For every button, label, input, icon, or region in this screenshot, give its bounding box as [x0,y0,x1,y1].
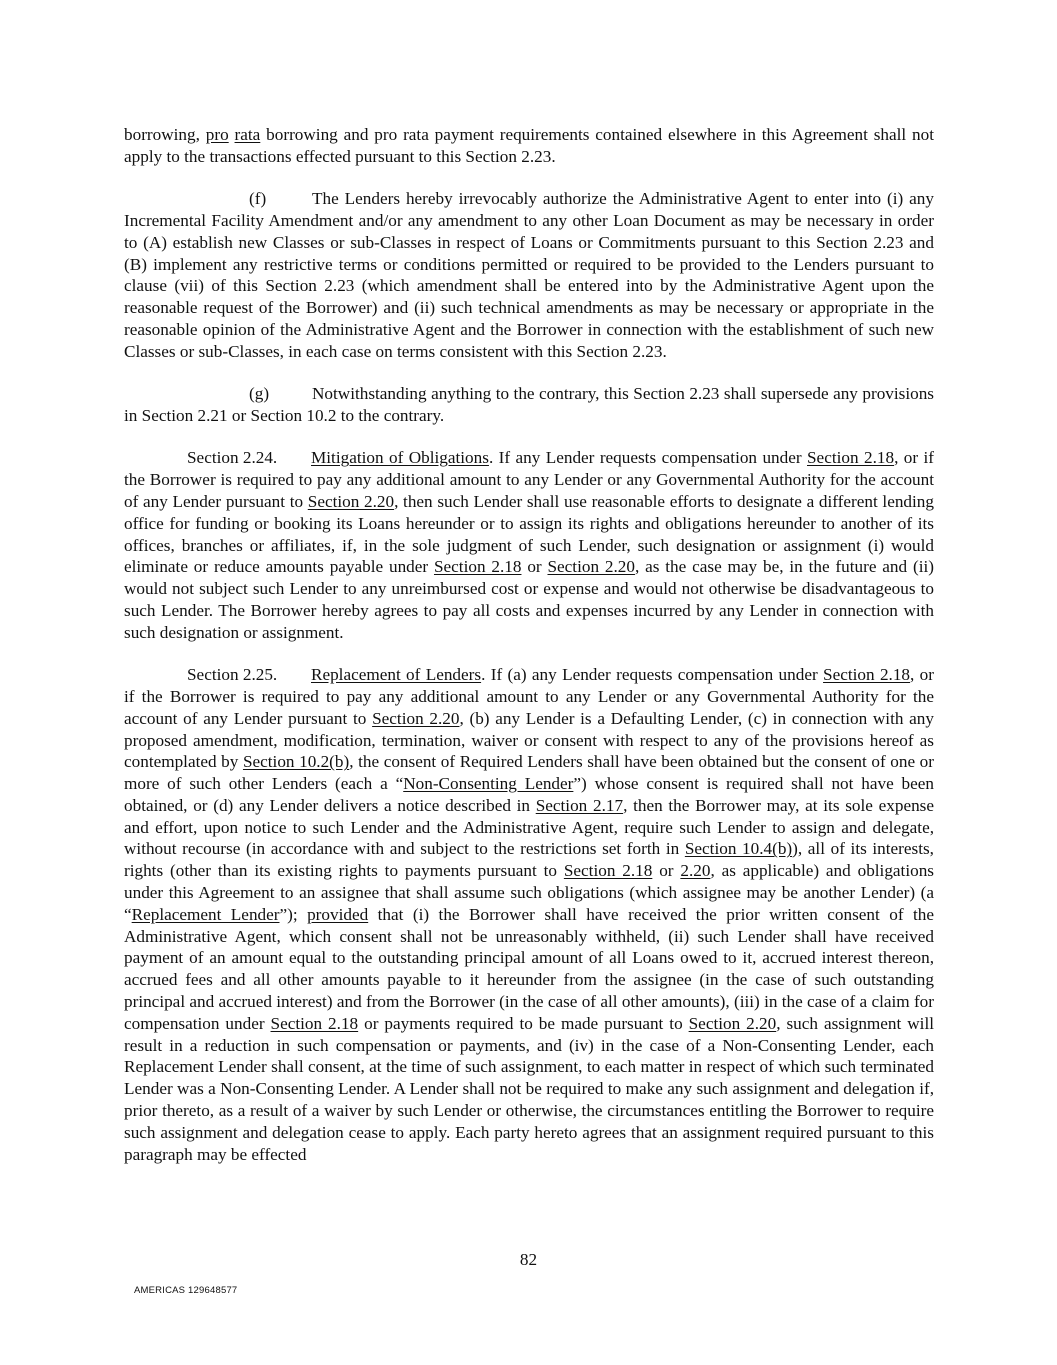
section-2-24 [124,447,934,643]
clause-label-f: (f) [249,189,267,209]
text-run: ), all of its interests, rights (other than its existing rights to payments pursuant to [124,839,934,881]
document-body [124,124,934,1186]
section-heading: Replacement of Lenders [311,665,482,685]
page-number: 82 [519,1250,538,1269]
underlined-term-rata: rata [234,125,261,144]
clause-text-f: The Lenders hereby irrevocably authorize the Administrative Agent to enter into (i) any Incremental Facility Amendment and/or any amendment to any other Loan Document as may be necessary in order to (A) establish new Classes or sub-Classes in respect of Loans or Commitments pursuant to this Section 2.23 and (B) implement any restrictive terms or conditions permitted or required to be provided to the Lenders pursuant to clause (vii) of this Section 2.23 (which amendment shall be entered into by the Administrative Agent upon the reasonable request of the Borrower) and (ii) such technical amendments as may be necessary or appropriate in the reasonable opinion of the Administrative Agent and the Borrower in connection with the establishment of such new Classes or sub-Classes, in each case on terms consistent with this Section 2.23. [124,189,934,361]
cross-reference: Section 10.4(b) [684,839,793,859]
text-run: , or if the Borrower is required to pay any additional amount to any Lender or any Governmental Authority for the account of any Lender pursuant to [124,665,934,728]
cross-reference: Section 2.17 [535,795,624,815]
underlined-term-pro: pro [205,125,229,144]
section-number: Section 2.25. [187,665,278,685]
section-2-25 [124,664,934,1165]
defined-term: Replacement Lender [131,904,280,924]
paragraph-carryover [124,124,934,168]
cross-reference: 2.20 [680,861,711,881]
paragraph-g [124,383,934,427]
text-run: borrowing, [124,125,206,144]
section-heading: Mitigation of Obligations [311,448,489,468]
clause-label-g: (g) [249,384,270,404]
paragraph-f [124,188,934,362]
defined-term: Non-Consenting Lender [403,774,574,794]
text-run: or [652,861,681,881]
text-run: or [521,557,548,577]
text-run: , or if the Borrower is required to pay any additional amount to any Lender or any Governmental Authority for the account of any Lender pursuant to [124,448,935,511]
text-run: ”) whose consent is required shall not have been obtained, or (d) any Lender delivers a notice described in [124,774,935,815]
text-run: . If any Lender requests compensation under [488,448,807,468]
text-run: , then such Lender shall use reasonable efforts to designate a different lending office for funding or booking its Loans hereunder or to assign its rights and obligations hereunder to another of its offices, branches or affiliates, if, in the sole judgment of such Lender, such designation or assignment (i) would eliminate or reduce amounts payable under [124,491,934,577]
text-run: . If (a) any Lender requests compensation under [481,665,824,685]
cross-reference: Section 2.20 [547,557,635,577]
section-number: Section 2.24. [187,448,278,468]
text-run: , then the Borrower may, at its sole expense and effort, upon notice to such Lender and the Administrative Agent, require such Lender to assign and delegate, without recourse (in accordance with and subject to the restrictions set forth in [124,795,934,859]
cross-reference: Section 2.20 [372,708,460,728]
cross-reference: Section 2.18 [433,557,522,577]
text-run: , as the case may be, in the future and (ii) would not subject such Lender to any unreimbursed cost or expense and would not otherwise be disadvantageous to such Lender. The Borrower hereby agrees to pay all costs and expenses incurred by any Lender in connection with such designation or assignment. [124,557,934,642]
text-run: ”); [279,904,308,924]
text-run: that (i) the Borrower shall have received the prior written consent of the Administrative Agent, which consent shall not be unreasonably withheld, (ii) such Lender shall have received payment of an amount equal to the outstanding principal amount of all Loans owed to it, accrued interest thereon, accrued fees and all other amounts payable to it hereunder from the assignee (in the case of such outstanding principal and accrued interest) and from the Borrower (in the case of all other amounts), (iii) in the case of a claim for compensation under [124,904,934,1033]
text-run: , as applicable) and obligations under this Agreement to an assignee that shall assume such obligations (which assignee may be another Lender) (a “ [124,861,934,924]
cross-reference: Section 2.18 [807,448,895,468]
cross-reference: Section 2.20 [307,491,395,511]
text-run: , (b) any Lender is a Defaulting Lender, (c) in connection with any proposed amendment, modification, termination, waiver or consent with respect to any of the provisions hereof as contemplated by [124,708,934,772]
text-run: or payments required to be made pursuant to [358,1013,689,1033]
clause-text-g: Notwithstanding anything to the contrary, this Section 2.23 shall supersede any provisions in Section 2.21 or Section 10.2 to the contrary. [124,384,934,425]
text-run: , such assignment will result in a reduction in such compensation or payments, and (iv) in the case of a Non-Consenting Lender, each Replacement Lender shall consent, at the time of such assignment, to each matter in respect of which such terminated Lender was a Non-Consenting Lender. A Lender shall not be required to make any such assignment and delegation if, prior thereto, as a result of a waiver by such Lender or otherwise, the circumstances entitling the Borrower to require such assignment and delegation cease to apply. Each party hereto agrees that an assignment required pursuant to this paragraph may be effected [124,1013,934,1164]
cross-reference: Section 2.18 [270,1013,359,1033]
cross-reference: Section 2.18 [823,665,911,685]
text-run: borrowing and pro rata payment requirements contained elsewhere in this Agreement shall not apply to the transactions effected pursuant to this Section 2.23. [124,125,934,166]
cross-reference: Section 2.18 [563,861,653,881]
cross-reference: Section 10.2(b) [242,752,350,772]
cross-reference: Section 2.20 [688,1013,777,1033]
document-id-footer: AMERICAS 129648577 [134,1285,238,1296]
text-run: , the consent of Required Lenders shall have been obtained but the consent of one or more of such other Lenders (each a “ [124,752,934,794]
underlined-term-provided: provided [307,904,369,924]
